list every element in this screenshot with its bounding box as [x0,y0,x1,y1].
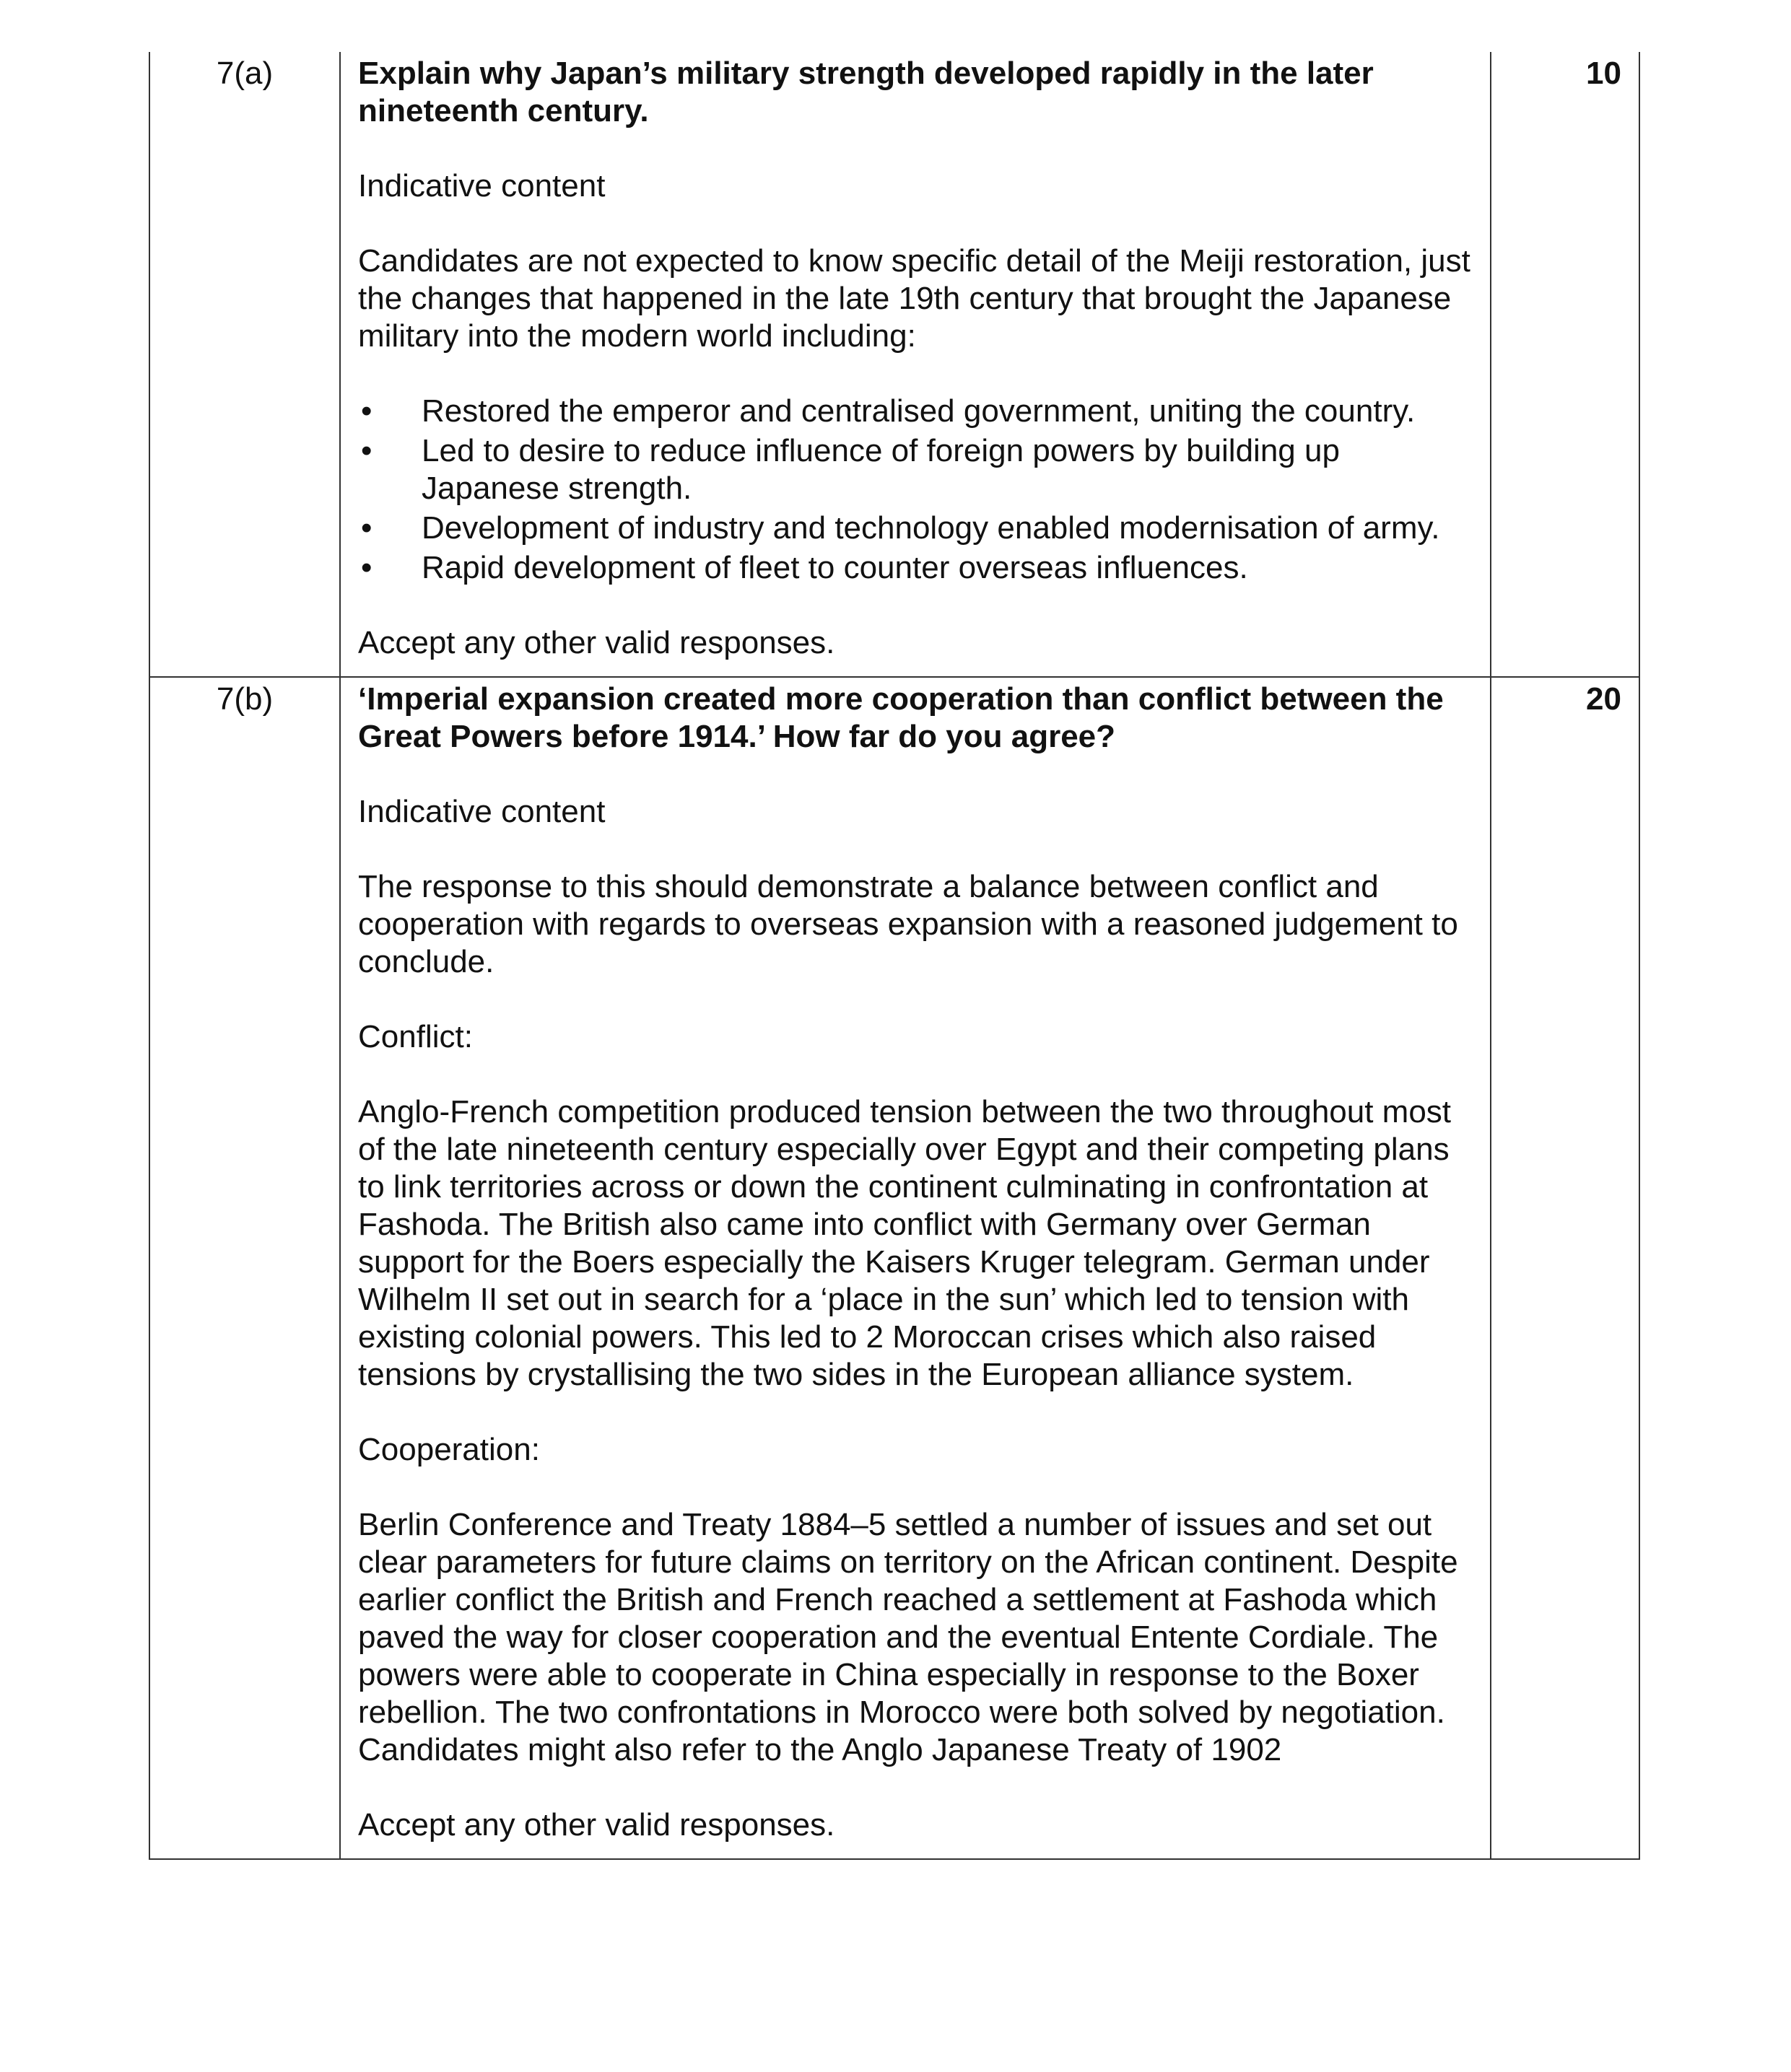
intro-paragraph: The response to this should demonstrate a balance between conflict and cooperation with regards to overseas expansion with a reasoned judgement to conclude. [358,869,1458,979]
list-item-text: Led to desire to reduce influence of foreign powers by building up Japanese strength. [422,433,1340,506]
bullet-icon: • [361,510,372,546]
question-number: 7(b) [149,677,340,1859]
bullet-icon: • [361,393,372,429]
list-item-text: Rapid development of fleet to counter overseas influences. [422,550,1248,585]
intro-paragraph: Candidates are not expected to know specific detail of the Meiji restoration, just the changes that happened in the late 19th century that brought the Japanese military into the modern world including: [358,243,1470,354]
answer-cell [340,52,1491,677]
bullet-icon: • [361,550,372,585]
extra-note: Candidates might also refer to the Anglo Japanese Treaty of 1902 [358,1732,1282,1767]
question-number: 7(a) [149,52,340,677]
closing-note: Accept any other valid responses. [358,625,835,660]
indicative-content-heading: Indicative content [358,794,606,829]
list-item [358,549,1476,587]
mark-scheme-table [149,52,1640,1860]
bullet-icon: • [361,433,372,468]
closing-note: Accept any other valid responses. [358,1807,835,1842]
conflict-paragraph: Anglo-French competition produced tension between the two throughout most of the late nineteenth century especially over Egypt and their competing plans to link territories across or down the continent culminating in confrontation at Fashoda. The British also came into conflict with Germany over German support for the Boers especially the Kaisers Kruger telegram. German under Wilhelm II set out in search for a ‘place in the sun’ which led to tension with existing colonial powers. This led to 2 Moroccan crises which also raised tensions by crystallising the two sides in the European alliance system. [358,1094,1452,1392]
table-row-7a [149,52,1639,677]
cooperation-heading: Cooperation: [358,1432,540,1467]
marks-value: 10 [1491,52,1639,677]
list-item [358,432,1476,507]
bullet-list [358,393,1476,587]
marks-value: 20 [1491,677,1639,1859]
indicative-content-heading: Indicative content [358,168,606,204]
answer-cell [340,677,1491,1859]
conflict-heading: Conflict: [358,1019,473,1054]
question-text: ‘Imperial expansion created more cooperation than conflict between the Great Powers before 1914.’ How far do you agree? [358,681,1444,754]
list-item-text: Development of industry and technology enabled modernisation of army. [422,510,1440,546]
list-item-text: Restored the emperor and centralised government, uniting the country. [422,393,1416,429]
list-item [358,393,1476,430]
table-row-7b [149,677,1639,1859]
question-text: Explain why Japan’s military strength developed rapidly in the later nineteenth century. [358,56,1374,128]
list-item [358,510,1476,547]
cooperation-paragraph: Berlin Conference and Treaty 1884–5 settled a number of issues and set out clear parameters for future claims on territory on the African continent. Despite earlier conflict the British and French reached a settlement at Fashoda which paved the way for closer cooperation and the eventual Entente Cordiale. The powers were able to cooperate in China especially in response to the Boxer rebellion. The two confrontations in Morocco were both solved by negotiation. [358,1507,1458,1730]
